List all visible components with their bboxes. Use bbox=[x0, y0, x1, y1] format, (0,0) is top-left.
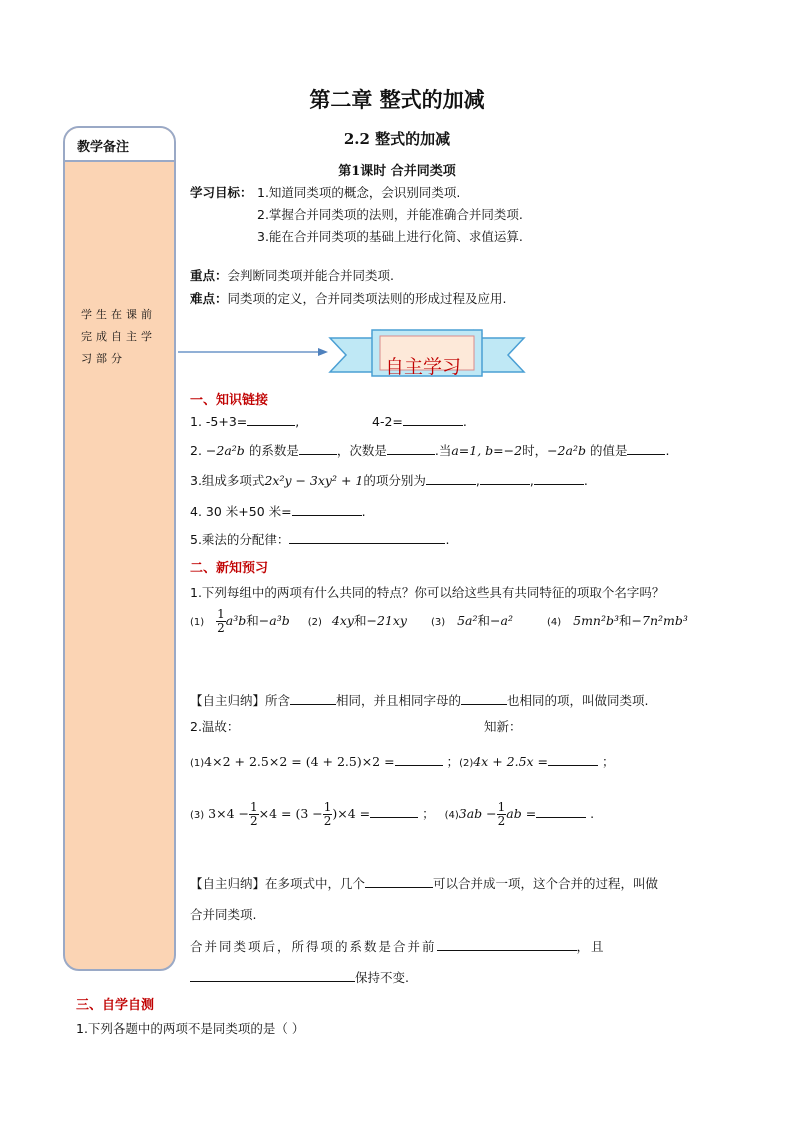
banner-label: 自主学习 bbox=[385, 356, 462, 378]
question-1-6: 5.乘法的分配律： . bbox=[190, 532, 450, 547]
fraction: $\frac{1}{2}$ bbox=[249, 800, 258, 828]
difficulty bbox=[190, 289, 507, 307]
item-number: (1) bbox=[190, 758, 205, 769]
q1a-text: 1. -5+3= bbox=[190, 414, 248, 429]
section2-question-1: 1.下列每组中的两项有什么共同的特点？你可以给这些具有共同特征的项取个名字吗？ bbox=[190, 585, 665, 600]
summary1-text-b: 相同，并且相同字母的 bbox=[336, 693, 462, 708]
like-terms-examples bbox=[190, 608, 688, 635]
question-1-5: 4. 30 米+50 米= . bbox=[190, 504, 366, 519]
question-1-3: 2. −2a²b 的系数是 ，次数是 .当a=1, b=−2时，−2a²b 的值是 . bbox=[190, 443, 670, 458]
summary1-text-c: 也相同的项，叫做同类项. bbox=[507, 693, 649, 708]
answer-blank bbox=[395, 753, 443, 766]
section3-question-1: 1.下列各题中的两项不是同类项的是（ ） bbox=[76, 1021, 305, 1036]
math-expression: 4×2 + 2.5×2 = (4 + 2.5)×2 = bbox=[204, 754, 395, 769]
item-number: (1) bbox=[190, 617, 205, 628]
math-expression: ×4 = (3 − bbox=[258, 806, 323, 821]
answer-blank bbox=[536, 805, 586, 818]
summary3-text-a: 合并同类项后，所得项的系数是合并前 bbox=[190, 939, 437, 954]
section2-heading: 二、新知预习 bbox=[190, 561, 269, 576]
summary2-text-b: 可以合并成一项，这个合并的过程，叫做 bbox=[433, 876, 659, 891]
section1-heading: 一、知识链接 bbox=[190, 393, 269, 408]
goal-item-3: 3.能在合并同类项的基础上进行化简、求值运算. bbox=[257, 229, 523, 244]
sidebar-title: 教学备注 bbox=[77, 140, 130, 155]
summary2-text-a: 【自主归纳】在多项式中，几个 bbox=[190, 876, 366, 891]
key-point bbox=[190, 266, 394, 284]
difficulty-label: 难点： bbox=[190, 291, 228, 306]
fraction: $\frac{1}{2}$ bbox=[497, 800, 506, 828]
answer-blank bbox=[403, 413, 463, 426]
answer-blank bbox=[365, 875, 433, 888]
item-number: (2) bbox=[459, 758, 474, 769]
answer-blank bbox=[534, 472, 584, 485]
answer-blank bbox=[548, 753, 598, 766]
item-number: (2) bbox=[307, 617, 322, 628]
item-number: (4) bbox=[546, 617, 562, 628]
math-expression: a³b bbox=[225, 613, 247, 628]
math-expression: )×4 = bbox=[332, 806, 371, 821]
question-1-1: 1. -5+3= , bbox=[190, 414, 300, 429]
he-text: 和 bbox=[246, 613, 259, 628]
summary-1 bbox=[190, 691, 649, 709]
lesson-title: 第1课时 合并同类项 bbox=[338, 164, 456, 179]
q2-text-4: 时， bbox=[522, 443, 548, 458]
math-expression: −2a²b bbox=[205, 443, 245, 458]
summary-3 bbox=[190, 937, 606, 955]
arrow-icon bbox=[178, 346, 328, 358]
fraction: $\frac{1}{2}$ bbox=[217, 607, 225, 635]
answer-blank bbox=[480, 472, 530, 485]
review-equations-1: (1)4×2 + 2.5×2 = (4 + 2.5)×2 = ；(2)4x + 2.5x = ； bbox=[190, 754, 615, 769]
math-expression: ab = bbox=[506, 806, 537, 821]
answer-blank bbox=[190, 969, 355, 982]
summary3-text-c: 保持不变. bbox=[355, 970, 409, 985]
q2-prefix: 2. bbox=[190, 443, 202, 458]
q4-text: 4. 30 米+50 米= bbox=[190, 504, 292, 519]
answer-blank bbox=[289, 531, 445, 544]
math-expression: 5a² bbox=[457, 613, 478, 628]
answer-blank bbox=[437, 938, 577, 951]
math-expression: −7n²mb³ bbox=[631, 613, 688, 628]
q2-text-3: .当 bbox=[434, 443, 452, 458]
summary-2-cont: 合并同类项. bbox=[190, 907, 257, 922]
answer-blank bbox=[627, 442, 665, 455]
answer-blank bbox=[247, 413, 295, 426]
q2-condition: a=1, b=−2 bbox=[451, 443, 523, 458]
he-text: 和 bbox=[619, 613, 632, 628]
new-knowledge-label: 知新： bbox=[484, 719, 522, 734]
math-expression: 3×4 − bbox=[208, 806, 249, 821]
q2-text-2: ，次数是 bbox=[336, 443, 387, 458]
review-equations-2: (3) 3×4 − $\frac{1}{2}$ ×4 = (3 − $\frac{1}{2}$ )×4 = ； (4)3ab − $\frac{1}{2}$ ab = . bbox=[190, 800, 595, 828]
math-expression: 4x + 2.5x = bbox=[473, 754, 549, 769]
q2-text-1: 的系数是 bbox=[248, 443, 299, 458]
answer-blank bbox=[299, 442, 337, 455]
item-number: (3) bbox=[430, 617, 446, 628]
goal-item-2: 2.掌握合并同类项的法则，并能准确合并同类项. bbox=[257, 207, 523, 222]
math-expression: 3ab − bbox=[458, 806, 497, 821]
section3-heading: 三、自学自测 bbox=[76, 998, 155, 1013]
answer-blank bbox=[292, 503, 362, 516]
sidebar-note: 学生在课前完成自主学习部分 bbox=[81, 308, 156, 365]
q5-text: 5.乘法的分配律： bbox=[190, 532, 290, 547]
math-expression: 4xy bbox=[331, 613, 354, 628]
summary-2 bbox=[190, 874, 658, 892]
key-point-text: 会判断同类项并能合并同类项. bbox=[227, 268, 394, 283]
answer-blank bbox=[370, 805, 418, 818]
summary3-text-b: ，且 bbox=[576, 939, 606, 954]
fraction: $\frac{1}{2}$ bbox=[323, 800, 332, 828]
goals-label: 学习目标： bbox=[190, 185, 253, 200]
math-expression: −a³b bbox=[258, 613, 290, 628]
chapter-title: 第二章 整式的加减 bbox=[309, 88, 485, 112]
summary-3-cont bbox=[190, 968, 409, 986]
q3-text: 的项分别为 bbox=[363, 473, 426, 488]
sidebar-header bbox=[65, 128, 174, 162]
section-title: 2.2 整式的加减 bbox=[343, 130, 451, 148]
teaching-notes-sidebar bbox=[63, 126, 176, 971]
math-expression: 2x²y − 3xy² + 1 bbox=[264, 473, 364, 488]
math-expression: −2a²b bbox=[547, 443, 586, 458]
answer-blank bbox=[426, 472, 476, 485]
math-expression: −21xy bbox=[366, 613, 407, 628]
q2-text-5: 的值是 bbox=[589, 443, 628, 458]
key-point-label: 重点： bbox=[190, 268, 228, 283]
answer-blank bbox=[290, 692, 336, 705]
q3-prefix: 3.组成多项式 bbox=[190, 473, 265, 488]
question-1-4: 3.组成多项式2x²y − 3xy² + 1的项分别为 , , . bbox=[190, 473, 588, 488]
q1b-text: 4-2= bbox=[372, 414, 403, 429]
summary1-text-a: 【自主归纳】所含 bbox=[190, 693, 291, 708]
math-expression: −a² bbox=[490, 613, 513, 628]
question-1-2: 4-2= . bbox=[372, 414, 467, 429]
math-expression: 5mn²b³ bbox=[573, 613, 620, 628]
review-label: 2.温故： bbox=[190, 719, 240, 734]
he-text: 和 bbox=[353, 613, 367, 628]
answer-blank bbox=[387, 442, 435, 455]
item-number: (4) bbox=[444, 810, 459, 821]
he-text: 和 bbox=[477, 613, 491, 628]
goal-item-1: 1.知道同类项的概念，会识别同类项. bbox=[257, 185, 461, 200]
difficulty-text: 同类项的定义，合并同类项法则的形成过程及应用. bbox=[227, 291, 507, 306]
answer-blank bbox=[461, 692, 507, 705]
item-number: (3) bbox=[190, 810, 205, 821]
